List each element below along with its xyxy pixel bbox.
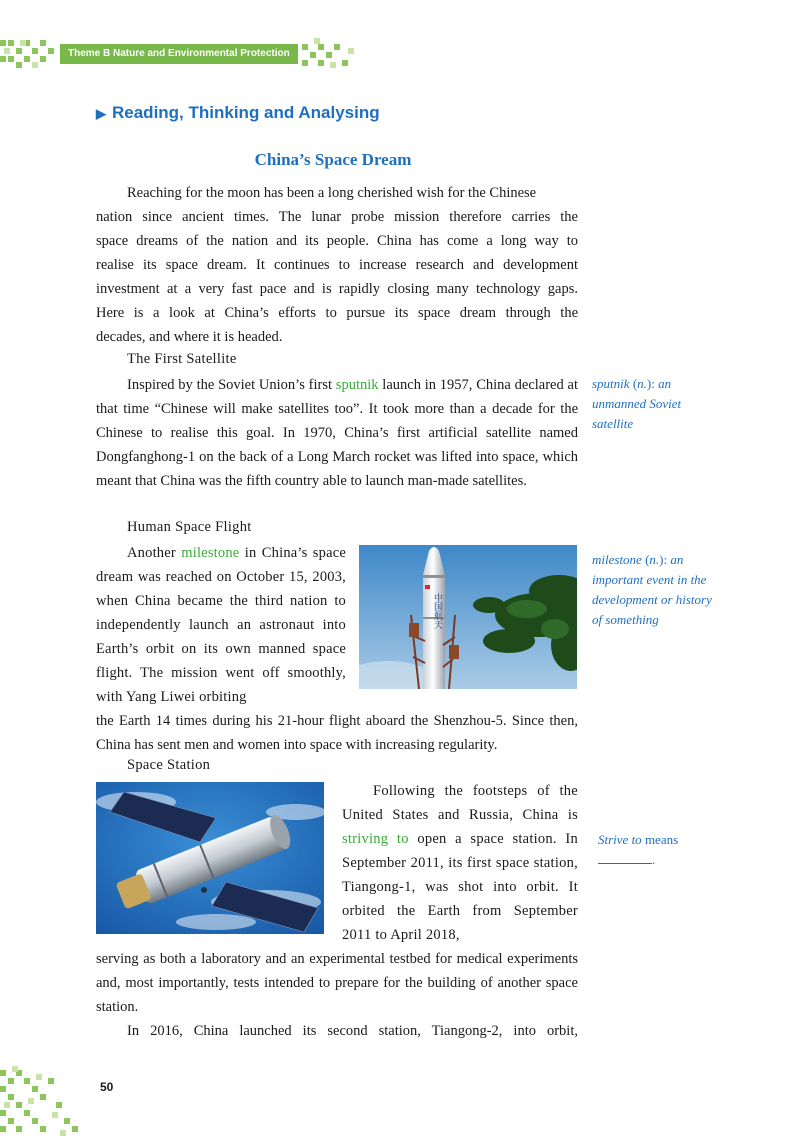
intro-line: Here is a look at China’s efforts to pursue its space dream through the: [96, 305, 578, 321]
keyword-striving-to: striving to: [342, 831, 409, 847]
gloss-milestone: milestone (n.): an important event in the development or history of something: [592, 552, 712, 627]
intro-line: nation since ancient times. The lunar probe mission therefore carries the: [96, 209, 578, 225]
paragraph-first-satellite: Inspired by the Soviet Union’s first sputnik launch in 1957, China declared at that time “Chinese will make satellites too”. It took more than a decade for the Chinese to realise this goal. In 1970, China’s first artificial satellite named Dongfanghong-1 on the back of a Long March rocket was lifted into space, which meant that China was the fifth country able to launch man-made satellites.: [96, 377, 578, 489]
page-number: 50: [100, 1080, 114, 1094]
intro-line: realise its space dream. It continues to increase research and development: [96, 257, 578, 273]
paragraph-human-space-flight-cont: the Earth 14 times during his 21-hour flight aboard the Shenzhou-5. Since then, China has sent men and women into space with increasing regularity.: [96, 713, 578, 753]
intro-line: space dreams of the nation and its people. China has come a long way to: [96, 233, 578, 249]
intro-line: decades, and where it is headed.: [96, 329, 283, 345]
subheading-first-satellite: The First Satellite: [127, 351, 237, 367]
subheading-space-station: Space Station: [127, 757, 211, 773]
section-heading-text: Reading, Thinking and Analysing: [112, 103, 380, 122]
rocket-label: 中国航天: [432, 593, 442, 629]
space-station-photo: [96, 782, 324, 934]
rocket-photo: [359, 545, 577, 689]
subheading-human-space-flight: Human Space Flight: [127, 519, 252, 535]
paragraph-tiangong-2: In 2016, China launched its second station, Tiangong-2, into orbit,: [127, 1023, 578, 1039]
gloss-sputnik: sputnik (n.): an unmanned Soviet satellite: [592, 376, 682, 431]
answer-blank[interactable]: [598, 853, 652, 864]
play-triangle-icon: ▶: [96, 106, 106, 121]
article-title: China’s Space Dream: [254, 150, 412, 169]
paragraph-human-space-flight: Another milestone in China’s space dream was reached on October 15, 2003, when China became the third nation to independently launch an astronaut into Earth’s orbit on its own manned space flight. The mission went off smoothly, with Yang Liwei orbiting: [96, 545, 346, 705]
keyword-milestone: milestone: [181, 545, 240, 561]
intro-line: investment at a very fast pace and is rapidly closing many technology gaps.: [96, 281, 578, 297]
section-heading: [96, 103, 380, 123]
intro-line: Reaching for the moon has been a long cherished wish for the Chinese: [127, 185, 537, 201]
paragraph-space-station: Following the footsteps of the United States and Russia, China is striving to open a space station. In September 2011, its first space station, Tiangong-1, was shot into orbit. It orbited the Earth from September 2011 to April 2018,: [342, 783, 578, 943]
theme-label: Theme B Nature and Environmental Protection: [68, 48, 290, 59]
keyword-sputnik: sputnik: [335, 377, 379, 393]
gloss-strive-to: Strive to means .: [598, 832, 679, 867]
paragraph-space-station-cont: serving as both a laboratory and an experimental testbed for medical experiments and, most importantly, tests intended to prepare for the building of another space station.: [96, 951, 578, 1015]
footer-pixel-pattern: [0, 1064, 92, 1138]
